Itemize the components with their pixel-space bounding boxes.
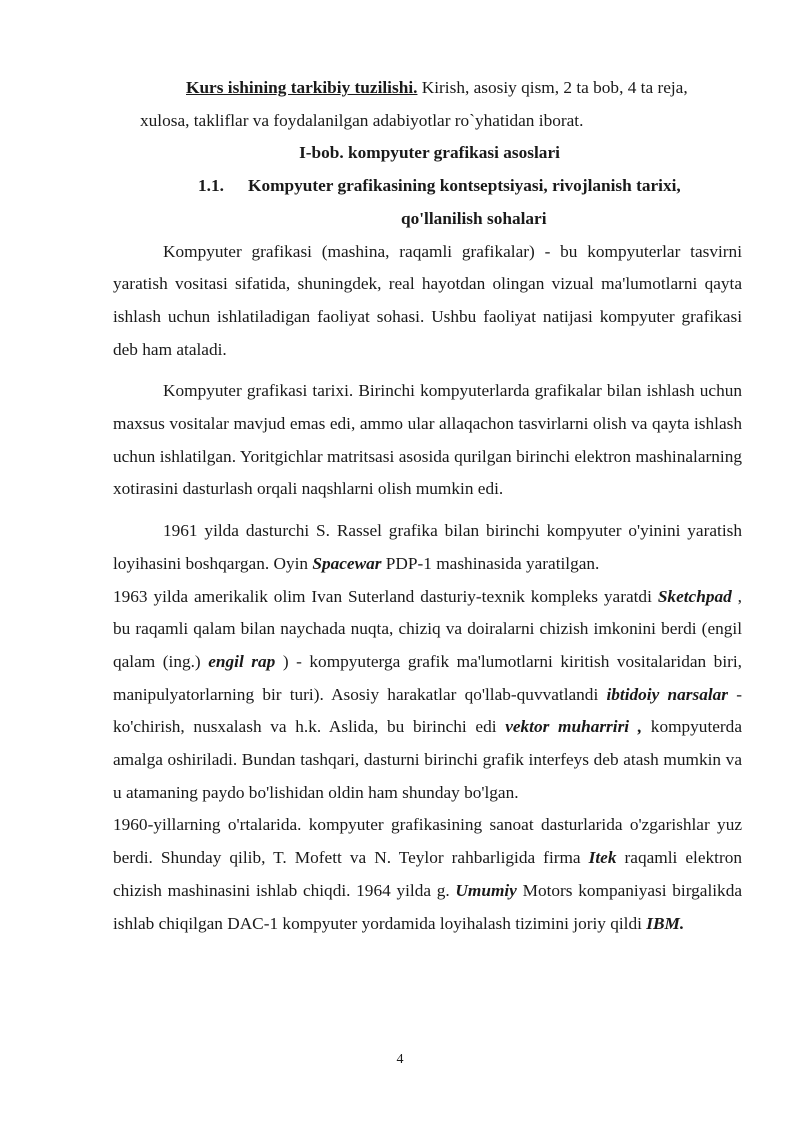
paragraph-spacewar bbox=[113, 515, 742, 580]
emphasis-ibm: IBM. bbox=[646, 913, 685, 933]
section-title-line1: Kompyuter grafikasining kontseptsiyasi, rivojlanish tarixi, bbox=[248, 176, 681, 196]
text-run: kompyuterda amalga oshiriladi. Bundan tashqari, dasturni birinchi grafik interfeys deb atash mumkin va u atamaning paydo bo'lishidan oldin ham shunday bo'lgan. bbox=[113, 717, 742, 802]
emphasis-umumiy: Umumiy bbox=[455, 880, 517, 900]
text-run: PDP-1 mashinasida yaratilgan. bbox=[381, 553, 600, 573]
text-run: 1960-yillarning o'rtalarida. kompyuter grafikasining sanoat dasturlarida o'zgarishlar yuz berdi. Shunday qilib, T. Mofett va N. Teylor rahbarligida firma bbox=[113, 815, 742, 868]
text-run: , bu raqamli qalam bilan naychada nuqta, chiziq va doiralarni chizish imkonini berdi (engil qalam (ing.) bbox=[113, 586, 742, 671]
structure-title: Kurs ishining tarkibiy tuzilishi. bbox=[186, 78, 418, 97]
structure-line-continued: xulosa, takliflar va foydalanilgan adabiyotlar ro`yhatidan iborat. bbox=[140, 110, 584, 130]
text-run: ) - kompyuterga grafik ma'lumotlarni kiritish vositalaridan biri, manipulyatorlarning bir turi). Asosiy harakatlar qo'llab-quvvatlandi bbox=[113, 651, 743, 704]
structure-line bbox=[113, 72, 742, 105]
text-run: 1963 yilda amerikalik olim Ivan Suterland dasturiy-texnik kompleks yaratdi bbox=[113, 586, 658, 606]
paragraph-industry bbox=[113, 809, 742, 940]
text-run: - ko'chirish, nusxalash va h.k. Aslida, bu birinchi edi bbox=[113, 684, 742, 737]
section-number: 1.1. bbox=[198, 176, 224, 196]
page-number: 4 bbox=[396, 1052, 404, 1067]
section-title-line2: qo'llanilish sohalari bbox=[401, 208, 547, 228]
emphasis-itek: Itek bbox=[588, 848, 617, 868]
structure-text: Kirish, asosiy qism, 2 ta bob, 4 ta reja, bbox=[417, 78, 688, 97]
emphasis-engil-rap: engil rap bbox=[208, 651, 276, 671]
text-run: raqamli elektron chizish mashinasini ishlab chiqdi. 1964 yilda g. bbox=[113, 848, 742, 900]
emphasis-spacewar: Spacewar bbox=[312, 553, 382, 573]
section-heading bbox=[113, 170, 742, 203]
emphasis-ibtidoiy-narsalar: ibtidoiy narsalar bbox=[606, 684, 729, 704]
emphasis-sketchpad: Sketchpad bbox=[657, 586, 732, 606]
text-run: Motors kompaniyasi birgalikda ishlab chiqilgan DAC-1 kompyuter yordamida loyihalash tizimini joriy qildi bbox=[113, 880, 743, 933]
emphasis-vektor-muharriri: vektor muharriri , bbox=[505, 717, 643, 737]
paragraph-history: Kompyuter grafikasi tarixi. Birinchi kompyuterlarda grafikalar bilan ishlash uchun maxsus vositalar mavjud emas edi, ammo ular allaqachon tasvirlarni olish va qayta ishlash uchun ishlatilgan. Yoritgichlar matritsasi asosida qurilgan birinchi elektron mashinalarning xotirasini dasturlash orqali naqshlarni olish mumkin edi. bbox=[113, 381, 742, 499]
paragraph-definition: Kompyuter grafikasi (mashina, raqamli grafikalar) - bu kompyuterlar tasvirni yaratish vositasi sifatida, shuningdek, real hayotdan olingan vizual ma'lumotlarni qayta ishlash uchun ishlatiladigan faoliyat sohasi. Ushbu faoliyat natijasi kompyuter grafikasi deb ham ataladi. bbox=[113, 241, 742, 359]
chapter-title: I-bob. kompyuter grafikasi asoslari bbox=[299, 143, 560, 163]
text-run: 1961 yilda dasturchi S. Rassel grafika bilan birinchi kompyuter o'yinini yaratish loyihasini boshqargan. Oyin bbox=[113, 521, 742, 573]
paragraph-sketchpad bbox=[113, 581, 742, 810]
